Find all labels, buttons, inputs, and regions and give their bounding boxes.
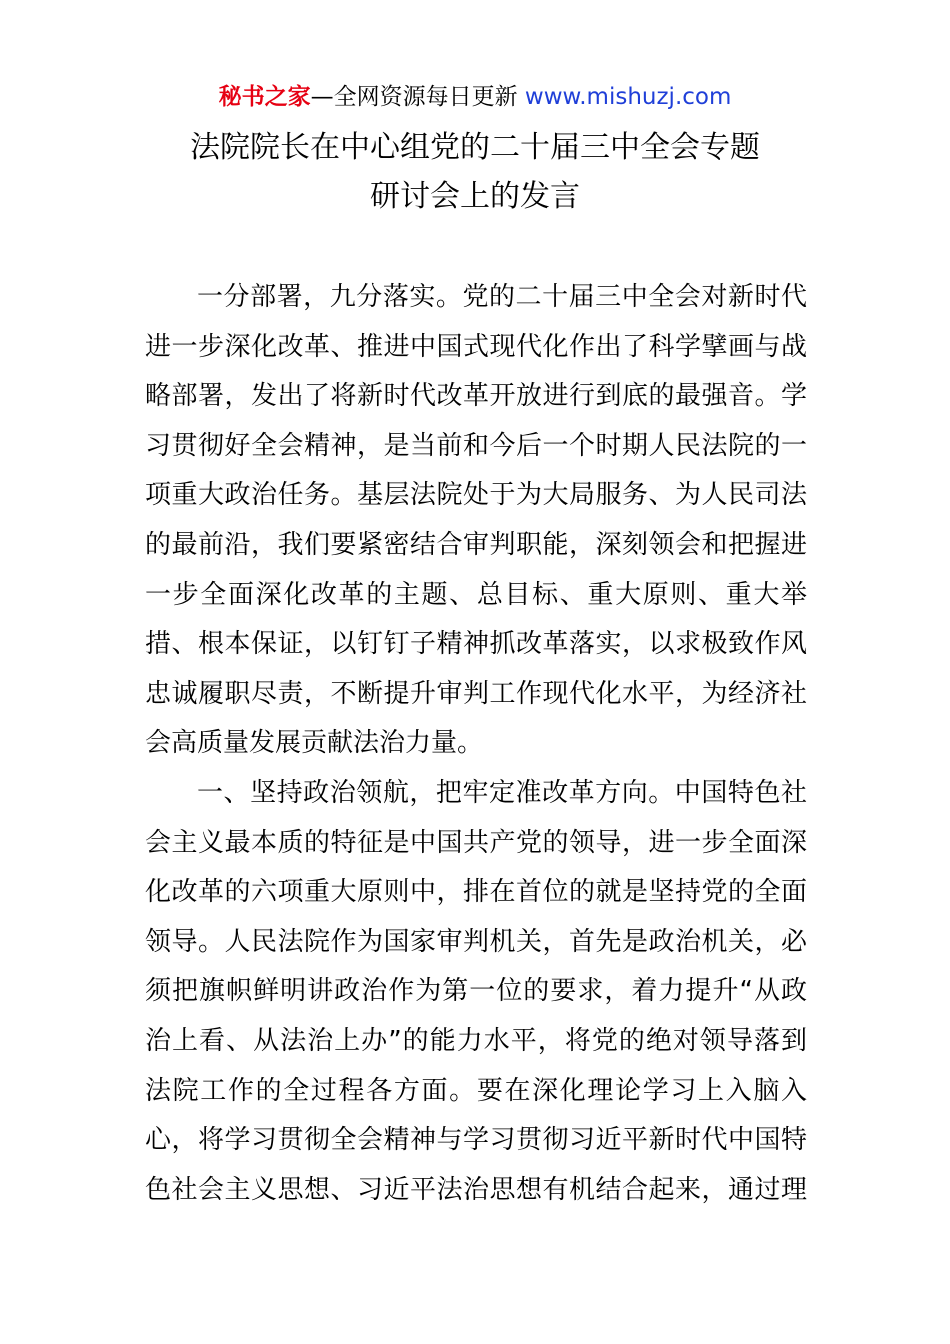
body-line: 项重大政治任务。基层法院处于为大局服务、为人民司法 (145, 480, 807, 511)
body-line: 会高质量发展贡献法治力量。 (145, 728, 484, 759)
body-line: 措、根本保证，以钉钉子精神抓改革落实，以求极致作风 (145, 629, 807, 660)
body-line: 治上看、从法治上办”的能力水平，将党的绝对领导落到 (145, 1025, 807, 1056)
body-line: 领导。人民法院作为国家审判机关，首先是政治机关，必 (145, 926, 807, 957)
body-line: 一步全面深化改革的主题、总目标、重大原则、重大举 (145, 579, 807, 610)
document-title (0, 123, 950, 221)
brand-name: 秘书之家 (218, 84, 311, 110)
body-line: 略部署，发出了将新时代改革开放进行到底的最强音。学 (145, 381, 807, 412)
body-line: 会主义最本质的特征是中国共产党的领导，进一步全面深 (145, 827, 807, 858)
body-line: 色社会主义思想、习近平法治思想有机结合起来，通过理 (145, 1174, 807, 1205)
body-line: 一分部署，九分落实。党的二十届三中全会对新时代 (197, 282, 807, 312)
header-tagline: —全网资源每日更新 (310, 84, 525, 110)
body-line: 进一步深化改革、推进中国式现代化作出了科学擘画与战 (145, 331, 807, 362)
body-line: 忠诚履职尽责，不断提升审判工作现代化水平，为经济社 (145, 678, 807, 709)
title-line-2: 研讨会上的发言 (370, 179, 580, 214)
body-line: 的最前沿，我们要紧密结合审判职能，深刻领会和把握进 (145, 529, 807, 560)
body-line: 一、坚持政治领航，把牢定准改革方向。中国特色社 (197, 777, 807, 808)
body-line: 习贯彻好全会精神，是当前和今后一个时期人民法院的一 (145, 430, 807, 461)
site-url-link[interactable]: www.mishuzj.com (524, 84, 732, 110)
body-line: 法院工作的全过程各方面。要在深化理论学习上入脑入 (145, 1075, 807, 1106)
body-line: 心，将学习贯彻全会精神与学习贯彻习近平新时代中国特 (145, 1125, 807, 1156)
body-line: 化改革的六项重大原则中，排在首位的就是坚持党的全面 (145, 877, 807, 908)
document-body (145, 273, 807, 1215)
body-line: 须把旗帜鲜明讲政治作为第一位的要求，着力提升“从政 (145, 976, 807, 1007)
title-line-1: 法院院长在中心组党的二十届三中全会专题 (190, 130, 760, 165)
site-header (0, 80, 950, 114)
